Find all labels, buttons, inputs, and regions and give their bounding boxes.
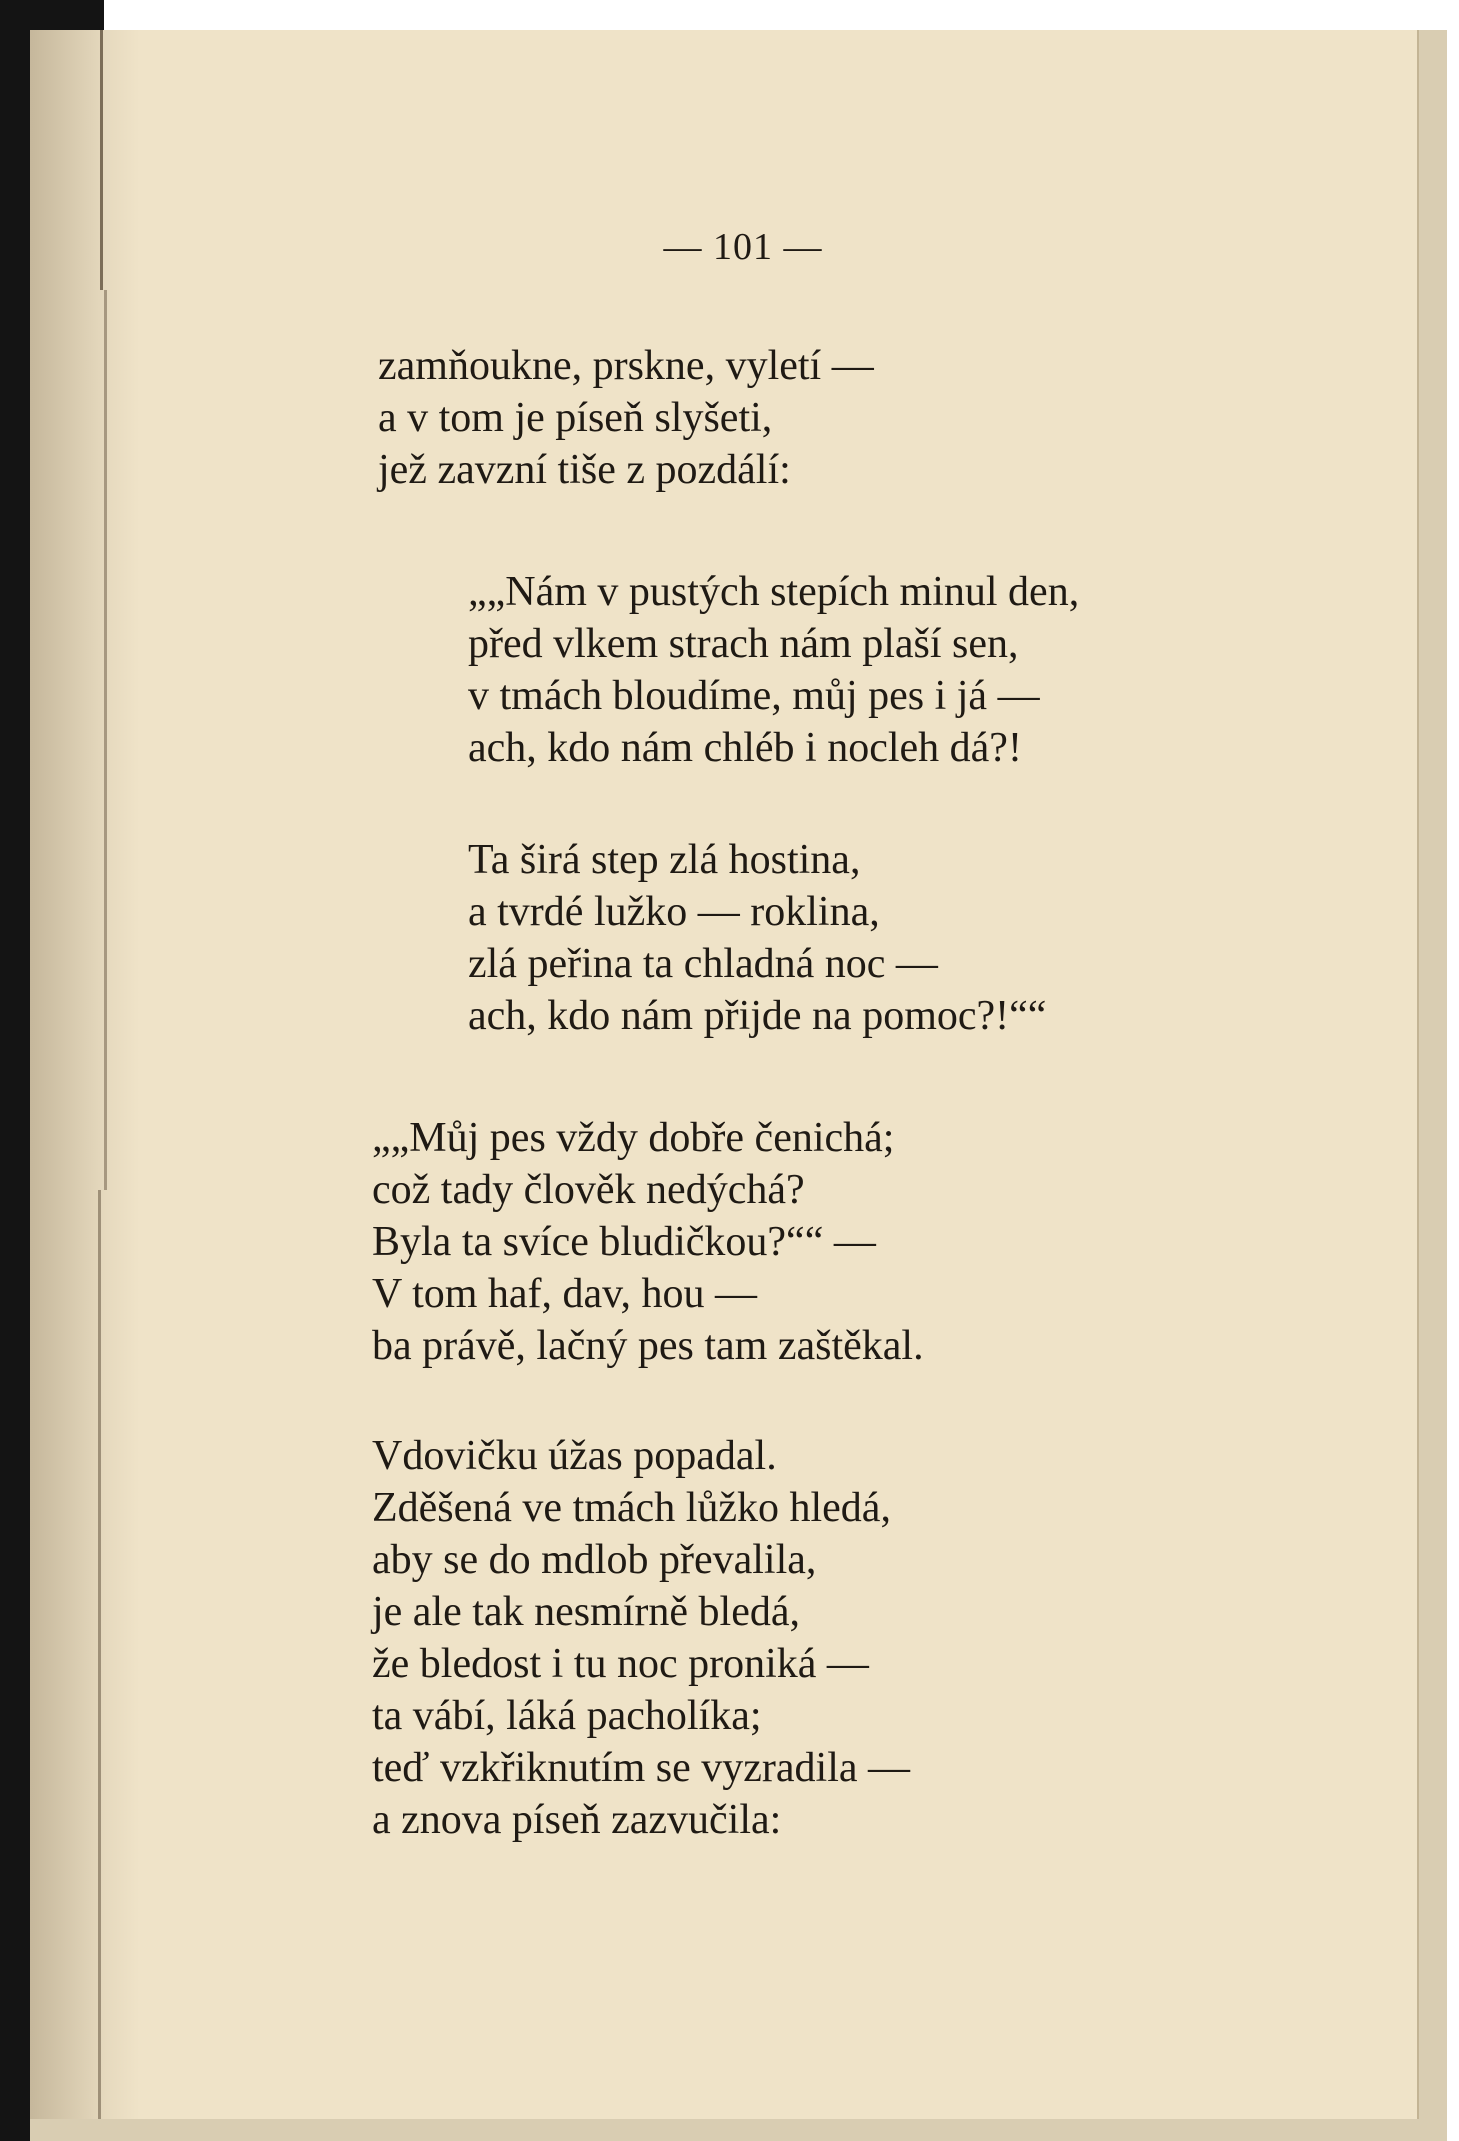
page-number: — 101 —	[663, 226, 823, 268]
poem-line: že bledost i tu noc proniká —	[372, 1641, 869, 1687]
poem-line: je ale tak nesmírně bledá,	[372, 1589, 800, 1635]
page-edge-bottom	[30, 2119, 1447, 2141]
poem-line: ta vábí, láká pacholíka;	[372, 1693, 762, 1739]
poem-line: ach, kdo nám přijde na pomoc?!““	[468, 993, 1047, 1039]
poem-line: Zděšená ve tmách lůžko hledá,	[372, 1485, 891, 1531]
poem-line: v tmách bloudíme, můj pes i já —	[468, 673, 1040, 719]
gutter-crease	[104, 290, 107, 1190]
poem-line: ach, kdo nám chléb i nocleh dá?!	[468, 725, 1022, 771]
gutter-crease	[98, 1190, 101, 2140]
poem-line: „„Nám v pustých stepích minul den,	[468, 569, 1080, 615]
poem-line: Ta širá step zlá hostina,	[468, 837, 861, 883]
poem-line: Byla ta svíce bludičkou?““ —	[372, 1219, 876, 1265]
poem-line: a tvrdé lužko — roklina,	[468, 889, 880, 935]
poem-line: což tady člověk nedýchá?	[372, 1167, 805, 1213]
poem-line: ba právě, lačný pes tam zaštěkal.	[372, 1323, 924, 1369]
poem-line: jež zavzní tiše z pozdálí:	[378, 447, 791, 493]
poem-line: před vlkem strach nám plaší sen,	[468, 621, 1019, 667]
poem-line: V tom haf, dav, hou —	[372, 1271, 757, 1317]
poem-line: „„Můj pes vždy dobře čenichá;	[372, 1115, 895, 1161]
poem-line: aby se do mdlob převalila,	[372, 1537, 817, 1583]
poem-line: zlá peřina ta chladná noc —	[468, 941, 938, 987]
poem-line: a v tom je píseň slyšeti,	[378, 395, 773, 441]
page-edge-right	[1417, 30, 1447, 2141]
poem-line: zamňoukne, prskne, vyletí —	[378, 343, 874, 389]
poem-line: teď vzkřiknutím se vyzradila —	[372, 1745, 911, 1791]
page-gutter	[30, 30, 140, 2141]
gutter-crease	[100, 30, 103, 290]
poem-line: Vdovičku úžas popadal.	[372, 1433, 777, 1479]
poem-line: a znova píseň zazvučila:	[372, 1797, 782, 1843]
